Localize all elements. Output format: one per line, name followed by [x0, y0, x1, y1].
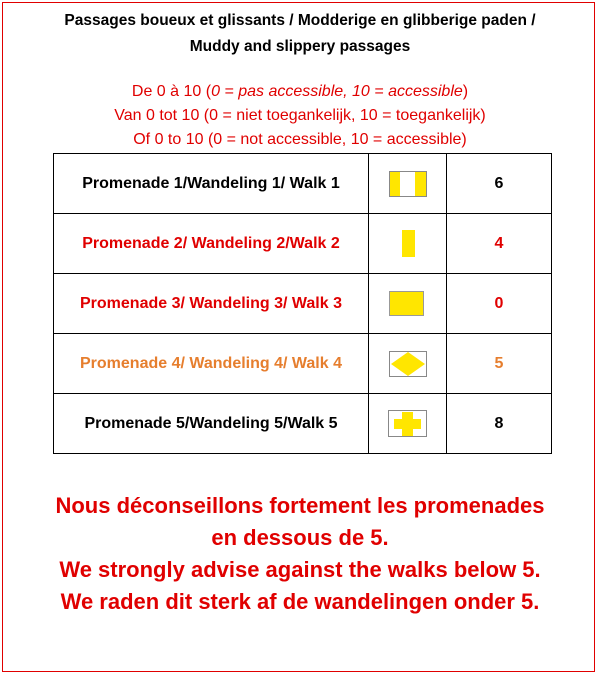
yellow-cross-icon [369, 394, 447, 454]
warning-line: We strongly advise against the walks below 5. [59, 557, 541, 582]
walk-score: 0 [447, 274, 552, 334]
warning-text [0, 490, 600, 618]
walks-table [53, 153, 552, 454]
walk-score: 8 [447, 394, 552, 454]
scale-nl: Van 0 tot 10 (0 = niet toegankelijk, 10 = toegankelijk) [114, 107, 486, 124]
scale-en: Of 0 to 10 (0 = not accessible, 10 = accessible) [133, 131, 467, 148]
walk-row [54, 274, 552, 334]
yellow-diamond-icon [369, 334, 447, 394]
scale-legend [0, 80, 600, 152]
two-yellow-bars-icon [369, 154, 447, 214]
title-line: Muddy and slippery passages [189, 38, 411, 55]
scale-fr-italic: 0 = pas accessible, 10 = accessible [211, 83, 463, 100]
warning-line: Nous déconseillons fortement les promenades [55, 493, 545, 518]
walk-row [54, 334, 552, 394]
walk-name: Promenade 2/ Wandeling 2/Walk 2 [54, 214, 369, 274]
warning-line: We raden dit sterk af de wandelingen onder 5. [60, 589, 540, 614]
walk-name: Promenade 5/Wandeling 5/Walk 5 [54, 394, 369, 454]
yellow-rectangle-icon [369, 274, 447, 334]
walk-score: 5 [447, 334, 552, 394]
scale-fr [0, 80, 600, 104]
scale-fr-prefix: De 0 à 10 ( [131, 83, 212, 100]
page-title [0, 8, 600, 60]
warning-line: en dessous de 5. [211, 525, 389, 550]
walk-name: Promenade 4/ Wandeling 4/ Walk 4 [54, 334, 369, 394]
title-line: Passages boueux et glissants / Modderige en glibberige paden / [64, 12, 536, 29]
yellow-vertical-bar-icon [369, 214, 447, 274]
walk-score: 6 [447, 154, 552, 214]
walk-name: Promenade 1/Wandeling 1/ Walk 1 [54, 154, 369, 214]
walk-name: Promenade 3/ Wandeling 3/ Walk 3 [54, 274, 369, 334]
walk-score: 4 [447, 214, 552, 274]
walk-row [54, 154, 552, 214]
walk-row [54, 394, 552, 454]
scale-fr-suffix: ) [462, 83, 469, 100]
walk-row [54, 214, 552, 274]
